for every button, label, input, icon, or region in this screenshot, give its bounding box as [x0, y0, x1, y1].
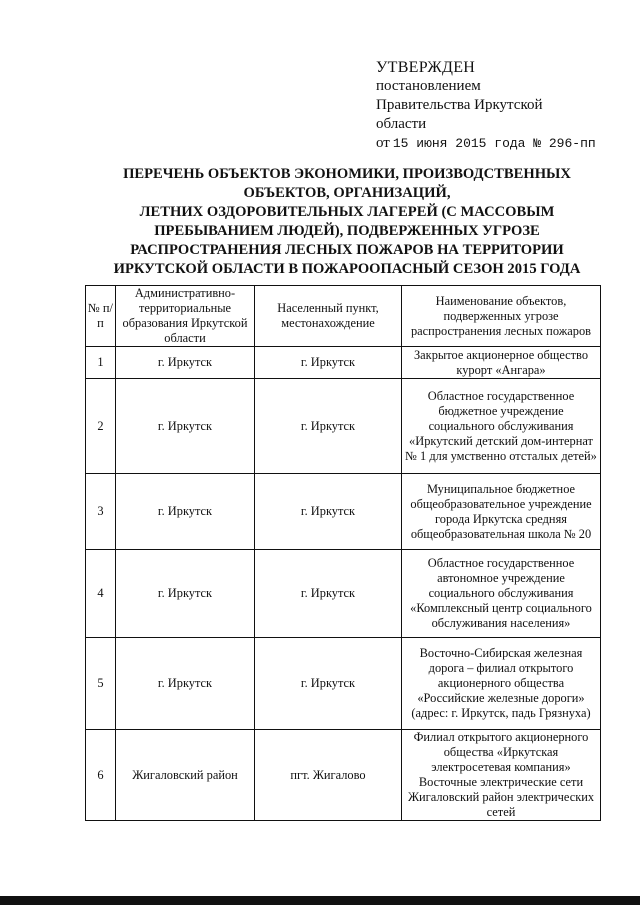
approval-heading: УТВЕРЖДЕН	[376, 59, 476, 76]
title-line: ЛЕТНИХ ОЗДОРОВИТЕЛЬНЫХ ЛАГЕРЕЙ (С МАССОВЫМ	[139, 204, 555, 220]
header-locality: Населенный пункт, местонахождение	[255, 286, 402, 347]
header-district: Административно-территориальные образования Иркутской области	[116, 286, 255, 347]
title-line: ОБЪЕКТОВ, ОРГАНИЗАЦИЙ,	[243, 185, 451, 201]
cell-locality: г. Иркутск	[255, 379, 402, 474]
title-line: ИРКУТСКОЙ ОБЛАСТИ В ПОЖАРООПАСНЫЙ СЕЗОН 2015 ГОДА	[113, 261, 581, 277]
cell-locality: пгт. Жигалово	[255, 730, 402, 821]
header-num: № п/п	[86, 286, 116, 347]
table-row	[86, 379, 601, 474]
cell-object: Закрытое акционерное общество курорт «Ангара»	[402, 347, 601, 379]
cell-district: Жигаловский район	[116, 730, 255, 821]
cell-num: 6	[86, 730, 116, 821]
cell-district: г. Иркутск	[116, 347, 255, 379]
table-row	[86, 550, 601, 638]
approval-date-line	[376, 134, 626, 153]
approval-date: 15 июня 2015 года № 296-пп	[392, 136, 596, 151]
cell-num: 1	[86, 347, 116, 379]
header-objects: Наименование объектов, подверженных угрозе распространения лесных пожаров	[402, 286, 601, 347]
table-row	[86, 474, 601, 550]
approval-line: постановлением	[376, 78, 481, 94]
title-line: РАСПРОСТРАНЕНИЯ ЛЕСНЫХ ПОЖАРОВ НА ТЕРРИТОРИИ	[130, 242, 564, 258]
cell-object: Восточно-Сибирская железная дорога – филиал открытого акционерного общества «Российские железные дороги» (адрес: г. Иркутск, падь Грязнуха)	[402, 638, 601, 730]
cell-num: 5	[86, 638, 116, 730]
cell-num: 3	[86, 474, 116, 550]
title-line: ПЕРЕЧЕНЬ ОБЪЕКТОВ ЭКОНОМИКИ, ПРОИЗВОДСТВЕННЫХ	[123, 166, 571, 182]
cell-object: Муниципальное бюджетное общеобразовательное учреждение города Иркутска средняя общеобразовательная школа № 20	[402, 474, 601, 550]
cell-locality: г. Иркутск	[255, 347, 402, 379]
cell-locality: г. Иркутск	[255, 550, 402, 638]
table-row	[86, 730, 601, 821]
table-row	[86, 347, 601, 379]
cell-object: Областное государственное бюджетное учреждение социального обслуживания «Иркутский детский дом-интернат № 1 для умственно отсталых детей»	[402, 379, 601, 474]
table-header-row	[86, 286, 601, 347]
table-row	[86, 638, 601, 730]
cell-district: г. Иркутск	[116, 550, 255, 638]
cell-district: г. Иркутск	[116, 474, 255, 550]
cell-district: г. Иркутск	[116, 379, 255, 474]
title-line: ПРЕБЫВАНИЕМ ЛЮДЕЙ), ПОДВЕРЖЕННЫХ УГРОЗЕ	[154, 223, 540, 239]
document-title	[98, 165, 596, 279]
objects-table	[85, 285, 601, 821]
approval-line: области	[376, 116, 427, 132]
cell-num: 4	[86, 550, 116, 638]
cell-object: Областное государственное автономное учреждение социального обслуживания «Комплексный центр социального обслуживания населения»	[402, 550, 601, 638]
approval-line: Правительства Иркутской	[376, 97, 543, 113]
approval-date-prefix: от	[376, 135, 390, 151]
scan-edge-bar	[0, 896, 640, 905]
cell-locality: г. Иркутск	[255, 474, 402, 550]
approval-stamp	[376, 58, 626, 153]
cell-object: Филиал открытого акционерного общества «Иркутская электросетевая компания» Восточные электрические сети Жигаловский район электрических сетей	[402, 730, 601, 821]
cell-num: 2	[86, 379, 116, 474]
cell-district: г. Иркутск	[116, 638, 255, 730]
cell-locality: г. Иркутск	[255, 638, 402, 730]
